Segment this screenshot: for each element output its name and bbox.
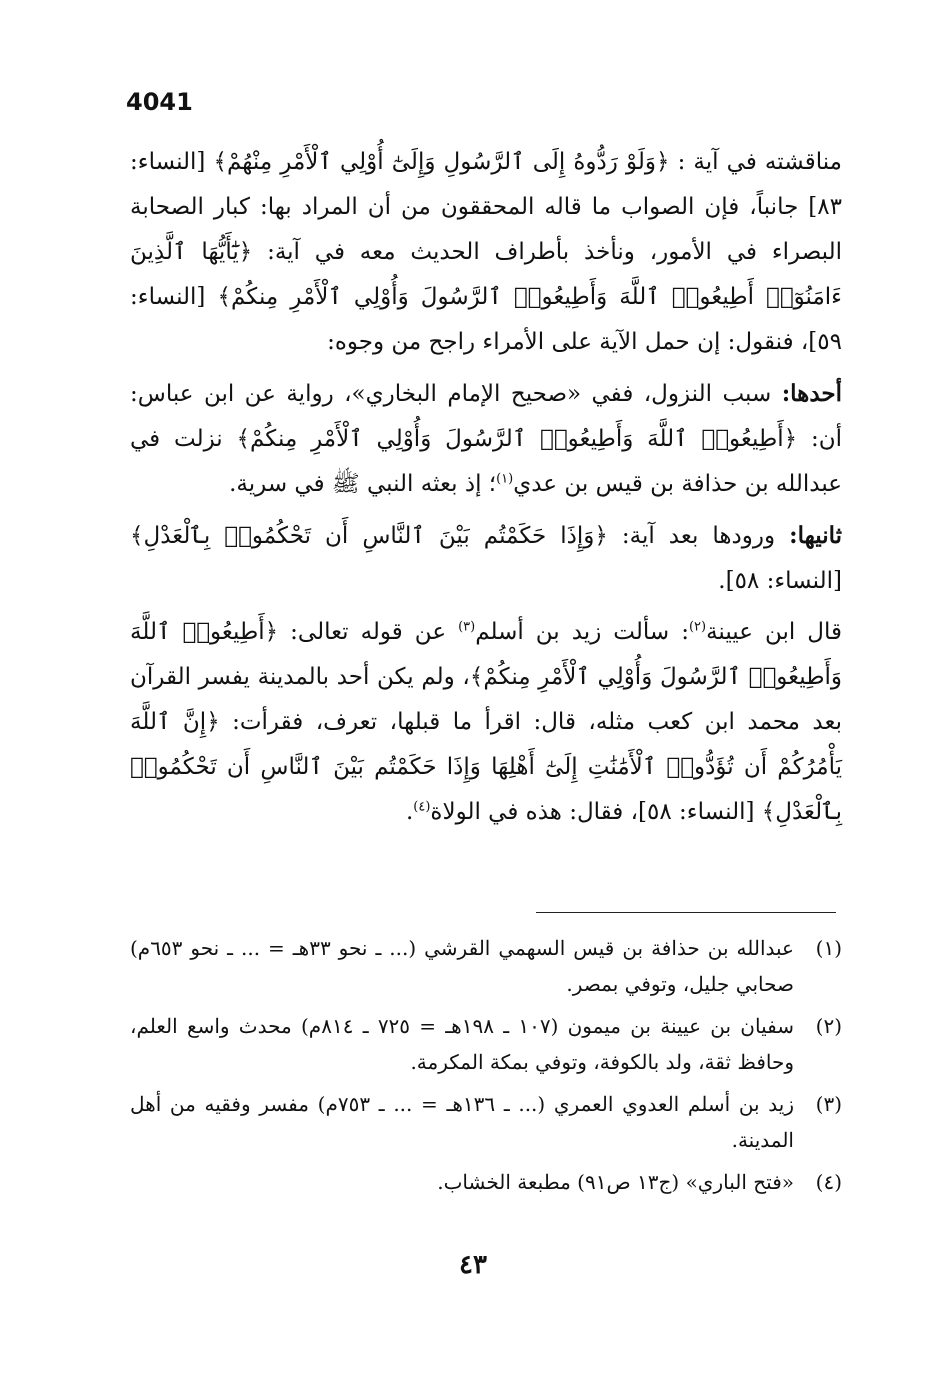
paragraph-ibn-uyaynah	[130, 610, 842, 835]
footnote-number: (١)	[815, 936, 842, 960]
text-line: وَأَطِيعُوا۟ ٱلرَّسُولَ وَأُوْلِي ٱلْأَمْرِ مِنكُمْ﴾ [النساء: ٥٩]، فنقول: إن حمل الآية على الأمراء	[130, 284, 842, 355]
main-text	[130, 140, 842, 841]
footnote-number: (٤)	[815, 1170, 842, 1194]
paragraph-second-reason	[130, 513, 842, 604]
footnote-item	[130, 1164, 842, 1200]
lead-word: أحدها:	[781, 380, 842, 407]
footnote-ref: (٣)	[458, 619, 476, 635]
footnote-number: (٣)	[815, 1092, 842, 1116]
lead-word: ثانيها:	[789, 522, 843, 549]
footnote-separator	[536, 912, 836, 913]
text-line: فإن الصواب ما قاله المحققون من أن المراد بها: كبار الصحابة البصراء في	[130, 194, 843, 265]
paragraph-intro	[130, 140, 842, 365]
footnote-ref: (٢)	[688, 619, 707, 635]
footnote-text: زيد بن أسلم العدوي العمري (... ـ ١٣٦هـ = ... ـ ٧٥٣م) مفسر وفقيه من أهل المدينة.	[130, 1092, 795, 1152]
text-segment: .	[405, 799, 414, 825]
footnote-ref: (٤)	[413, 799, 431, 815]
footnote-ref: (١)	[496, 471, 514, 487]
text-line: ؛ إذ بعثه النبي ﷺ في سرية.	[229, 471, 497, 497]
text-segment: : سألت زيد بن أسلم	[475, 619, 689, 645]
text-line: راجح من وجوه:	[327, 329, 476, 355]
text-line: مناقشته في آية : ﴿وَلَوْ رَدُّوهُ إِلَى ٱلرَّسُولِ وَإِلَىٰٓ أُوْلِي ٱلْأَمْرِ مِنْهُمْ﴾ [النساء: ٨٣] جانباً،	[130, 149, 842, 220]
text-line: ورودها بعد آية: ﴿وَإِذَا حَكَمْتُم بَيْنَ ٱلنَّاسِ أَن تَحْكُمُوا۟ بِٱلْعَدْلِ﴾ [النساء: ٥٨].	[130, 523, 842, 594]
footnote-text: سفيان بن عيينة بن ميمون (١٠٧ ـ ١٩٨هـ = ٧٢٥ ـ ٨١٤م) محدث واسع العلم، وحافظ ثقة، ولد بالكوفة، وتوفي بمكة المكرمة.	[130, 1014, 794, 1074]
paragraph-first-reason	[130, 371, 842, 507]
text-line: سبب النزول، ففي «صحيح الإمام البخاري»، رواية عن ابن	[203, 381, 772, 407]
text-segment: قال ابن عيينة	[706, 619, 842, 645]
text-segment: عن قوله تعالى: ﴿أَطِيعُوا۟ ٱللَّهَ وَأَطِيعُوا۟ ٱلرَّسُولَ وَأُوْلِي ٱلْأَمْرِ مِنكُمْ﴾، ولم يكن أحد بالمدينة يفسر القرآن بعد محمد ابن كعب مثله، قال: اقرأ ما قبلها، تعرف، فقرأت: ﴿إِنَّ ٱللَّهَ يَأْمُرُكُمْ أَن تُؤَدُّوا۟ ٱلْأَمَٰنَٰتِ إِلَىٰٓ أَهْلِهَا وَإِذَا حَكَمْتُم بَيْنَ ٱلنَّاسِ أَن تَحْكُمُوا۟ بِٱلْعَدْلِ﴾ [النساء: ٥٨]، فقال: هذه في الولاة	[130, 619, 842, 825]
page-id-header: 4041	[126, 88, 193, 116]
text-line: عباس: أن: ﴿أَطِيعُوا۟ ٱللَّهَ وَأَطِيعُوا۟ ٱلرَّسُولَ وَأُوْلِي ٱلْأَمْرِ مِنكُمْ﴾ نزلت في عبدالله بن	[130, 381, 842, 497]
footnote-item	[130, 1008, 842, 1080]
footnote-item	[130, 1086, 842, 1158]
text-line: حذافة بن قيس بن عدي	[513, 471, 738, 497]
footnote-item	[130, 930, 842, 1002]
footnote-number: (٢)	[815, 1014, 842, 1038]
footnotes	[130, 930, 842, 1206]
footnote-text: «فتح الباري» (ج١٣ ص٩١) مطبعة الخشاب.	[437, 1170, 794, 1194]
page-number: ٤٣	[459, 1250, 487, 1280]
text-line: الأمور، ونأخذ بأطراف الحديث معه في آية: ﴿يَٰٓأَيُّهَا ٱلَّذِينَ ءَامَنُوٓا۟ أَطِيعُوا۟ ٱللَّهَ	[130, 239, 842, 310]
footnote-text: عبدالله بن حذافة بن قيس السهمي القرشي (... ـ نحو ٣٣هـ = ... ـ نحو ٦٥٣م) صحابي جليل، وتوفي بمصر.	[130, 936, 794, 996]
